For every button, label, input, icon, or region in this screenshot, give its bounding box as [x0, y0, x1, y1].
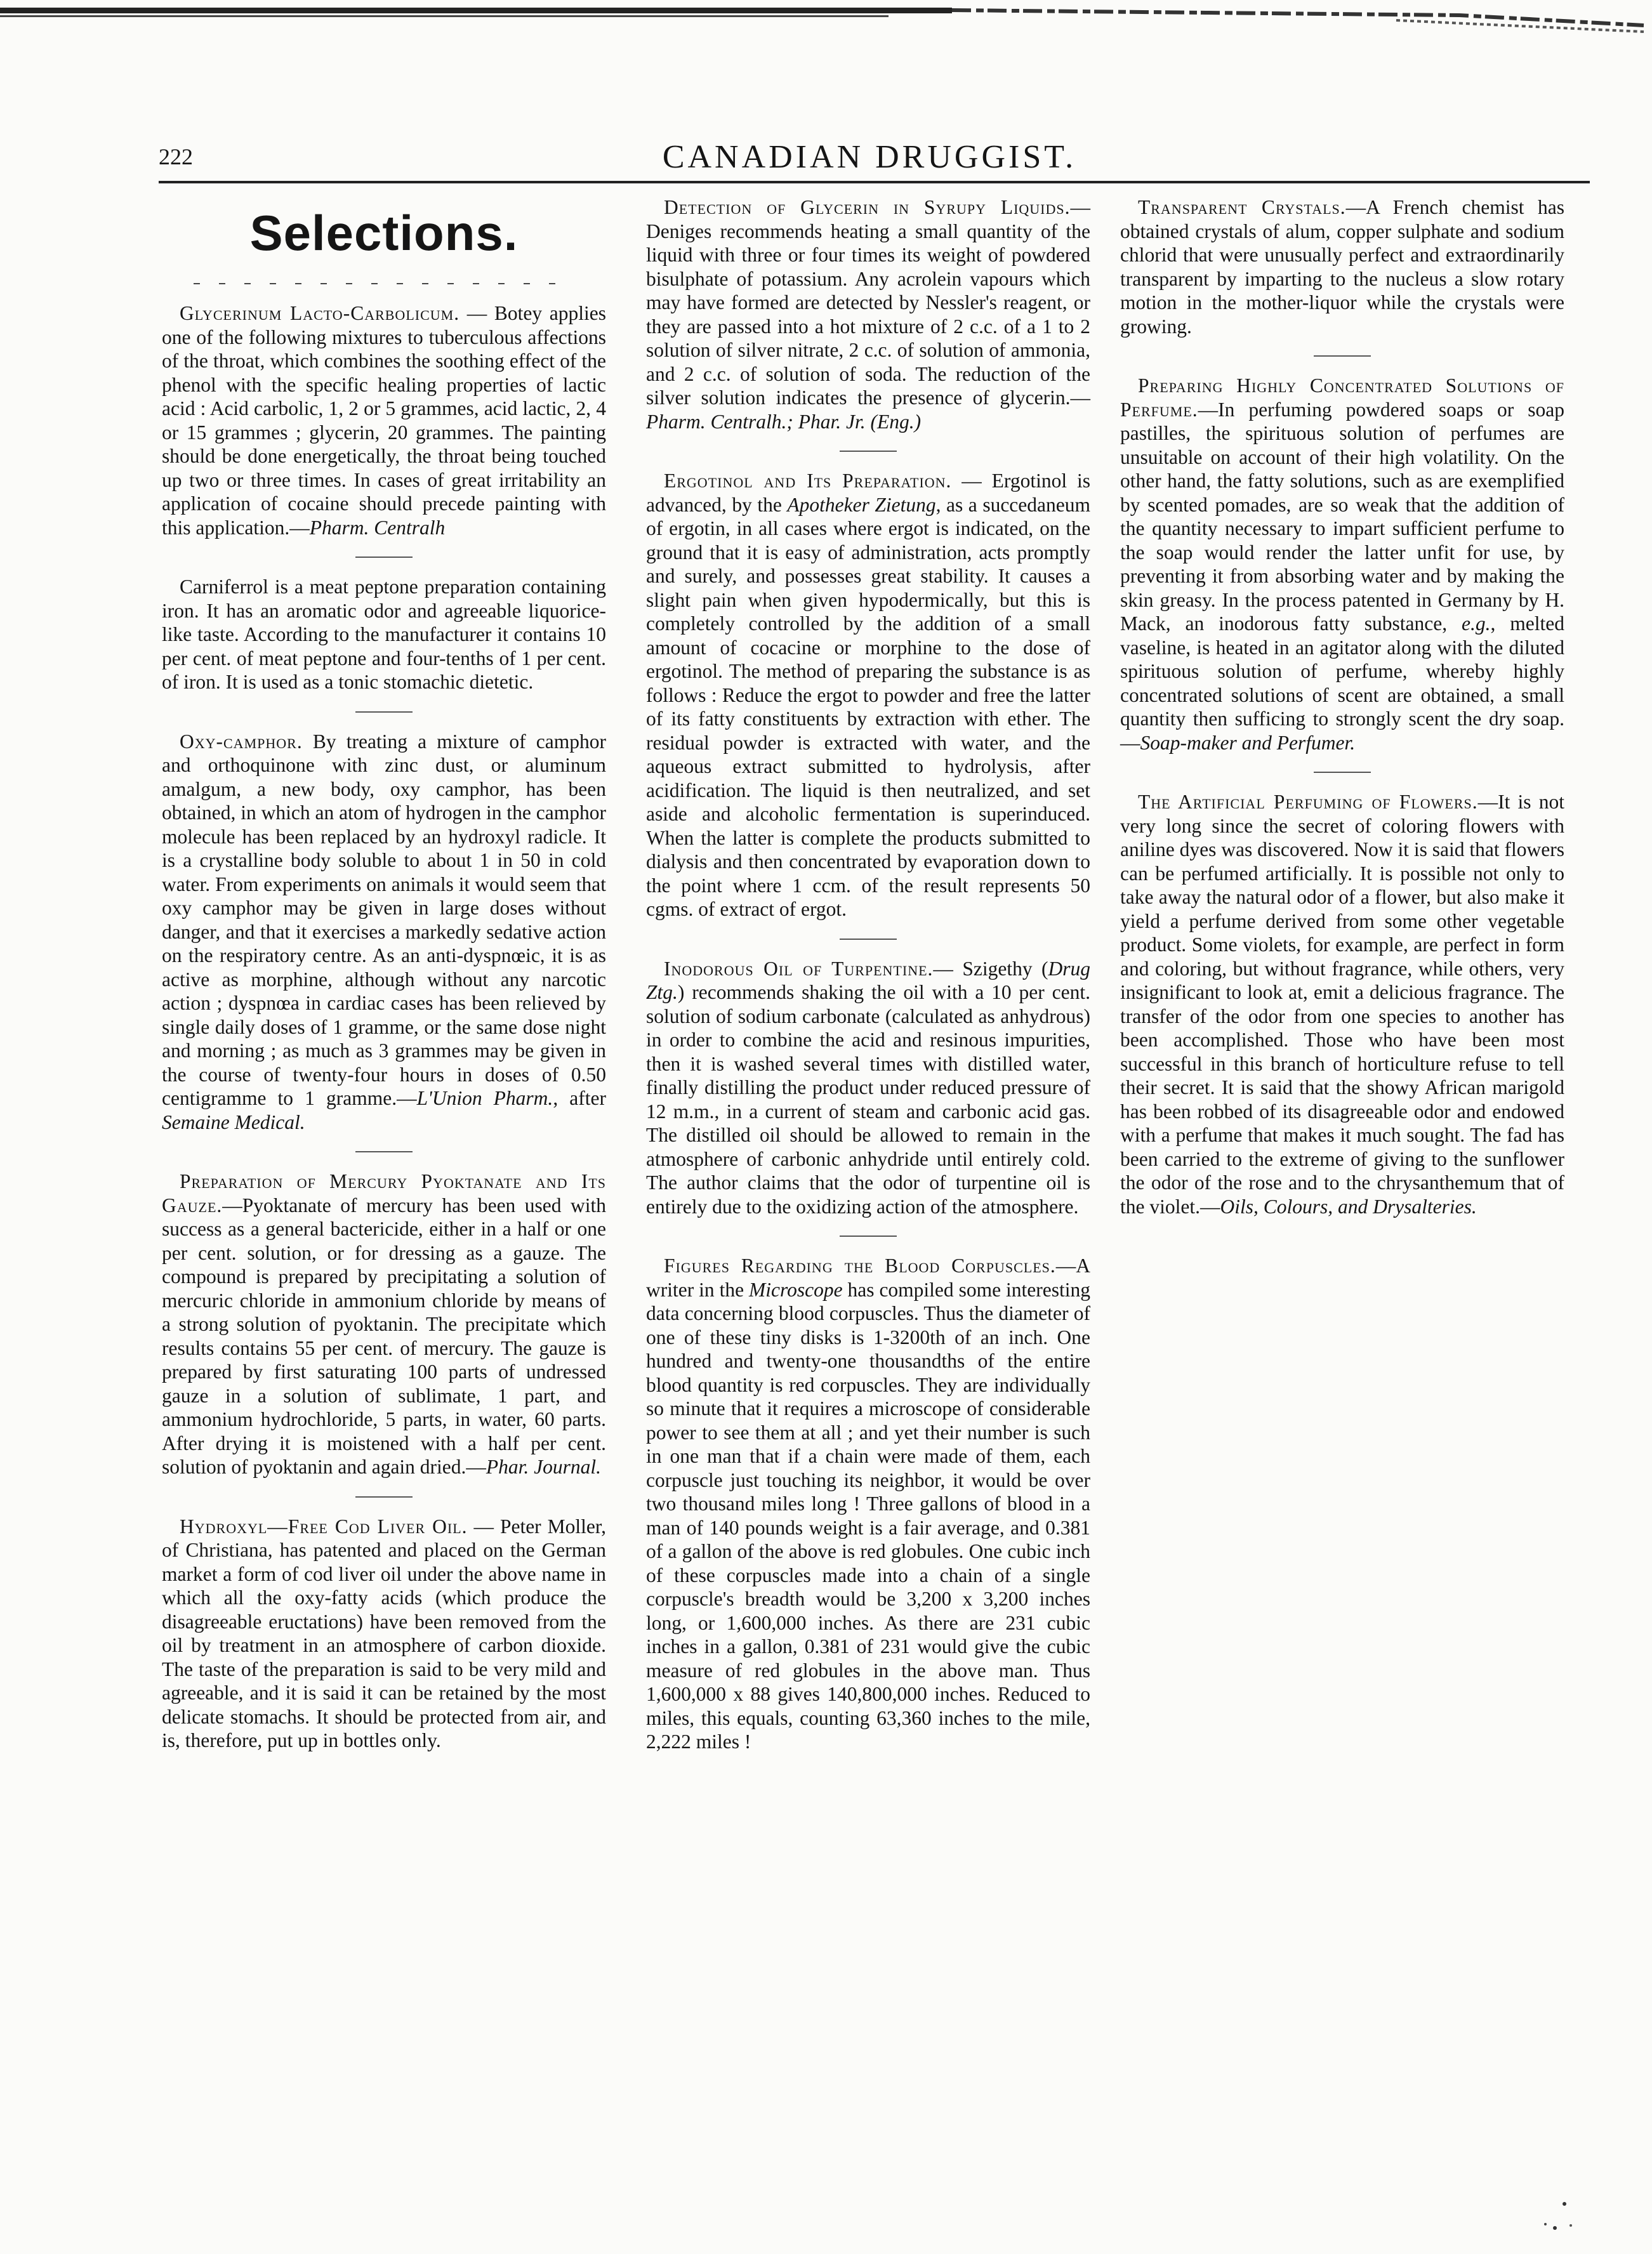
article-separator — [162, 1487, 606, 1507]
article-body: —A French chemist has obtained crystals of alum, copper sulphate and sodium chlorid that were unusually perfect and extraordinarily transparent by imparting to the nucleus a slow rotary motion in the mother-liquor while the crystals were growing. — [1120, 196, 1564, 338]
article-body: — Szigethy ( — [933, 957, 1048, 980]
article-flowers — [1120, 790, 1564, 1218]
column-3 — [1120, 195, 1564, 1218]
article-body-after: , after — [553, 1087, 606, 1109]
article-body-cont: ) recommends shaking the oil with a 10 per cent. solution of sodium carbonate (calculated as anhydrous) in order to combine the acid and resinous impurities, then it is washed several times with distilled water, finally distilling the product under reduced pressure of 12 m.m., in a current of steam and carbonic acid gas. The distilled oil should be allowed to remain in the atmosphere of carbonic anhydride until entirely cold. The author claims that the odor of turpentine oil is entirely due to the oxidizing action of the atmosphere. — [646, 981, 1090, 1218]
article-source: Pharm. Centralh — [309, 516, 446, 539]
article-heading: Preparing Highly Concentrated Solutions of Perfume. — [1120, 374, 1564, 421]
article-body: Carniferrol is a meat peptone preparation containing iron. It has an aromatic odor and agreeable liquorice-like taste. According to the manufacturer it contains 10 per cent. of meat peptone and four-tenths of 1 per cent. of iron. It is used as a tonic stomachic dietetic. — [162, 576, 606, 693]
article-separator — [162, 1142, 606, 1162]
article-source: Oils, Colours, and Drysalteries. — [1220, 1195, 1477, 1218]
section-title: Selections. — [249, 205, 519, 261]
article-heading: The Artificial Perfuming of Flowers. — [1138, 791, 1478, 813]
article-body: —Pyoktanate of mercury has been used with success as a general bactericide, either in a half or one per cent. solution, or for dressing as a gauze. The compound is prepared by precipitating a solution of mercuric chloride in ammonium chloride by means of a strong solution of pyoktanin. The precipitate which results contains 55 per cent. of mercury. The gauze is prepared by first saturating 100 parts of undressed gauze in a solution of sublimate, 1 part, and ammonium hydrochloride, 5 parts, in water, 60 parts. After drying it is moistened with a half per cent. solution of pyoktanin and again dried.— — [162, 1194, 606, 1478]
article-body-cont: has compiled some interesting data concerning blood corpuscles. Thus the diameter of one of these tiny disks is 1-3200th of an inch. One hundred and twenty-one thousandths of the entire blood quantity is red corpuscles. They are individually so minute that it requires a microscope of considerable power to see them at all ; and yet their number is such in one man that if a chain were made of them, each corpuscle just touching its neighbor, it would be over two thousand miles long ! Three gallons of blood in a man of 140 pounds weight is a fair average, and 0.381 of a gallon of the above is red globules. One cubic inch of these corpuscles made into a chain of a single corpuscle's breadth would be 3,200 x 3,200 inches long, or 1,600,000 inches. As there are 231 cubic inches in a gallon, 0.381 of 231 would give the cubic measure of red globules in the above man. Thus 1,600,000 x 88 gives 140,800,000 inches. Reduced to miles, this equals, counting 63,360 inches to the mile, 2,222 miles ! — [646, 1278, 1091, 1753]
article-oxycamphor — [162, 730, 606, 1135]
column-2 — [646, 195, 1090, 1754]
article-heading: Detection of Glycerin in Syrupy Liquids. — [664, 196, 1071, 218]
article-source: Soap-maker and Perfumer. — [1140, 731, 1356, 754]
article-body: —A writer in the — [646, 1255, 1090, 1301]
article-pyoktanate — [162, 1170, 606, 1479]
article-glycerinum — [162, 301, 606, 539]
article-turpentine — [646, 957, 1090, 1219]
article-heading: Transparent Crystals. — [1138, 196, 1346, 218]
article-source: Phar. Journal. — [486, 1456, 602, 1478]
column-1 — [162, 195, 606, 1753]
article-source: Pharm. Centralh.; Phar. Jr. (Eng.) — [646, 410, 922, 433]
page-header — [159, 138, 1580, 183]
article-heading: Ergotinol and Its Preparation. — [664, 470, 952, 492]
article-ergotinol — [646, 469, 1090, 921]
article-separator — [162, 547, 606, 567]
article-blood — [646, 1254, 1090, 1754]
article-heading: Oxy-camphor. — [180, 730, 303, 753]
article-separator — [646, 929, 1090, 949]
article-carniferrol — [162, 575, 606, 694]
article-heading: Preparation of Mercury Pyoktanate and Its Gauze. — [162, 1170, 606, 1216]
header-rule — [159, 181, 1590, 183]
article-glycerin-detection — [646, 195, 1090, 433]
article-separator — [162, 702, 606, 722]
article-body: — Ergotinol is advanced, by the — [646, 470, 1090, 516]
article-body: —It is not very long since the secret of coloring flowers with aniline dyes was discovered. Now it is said that flowers can be perfumed artificially. It is possible not only to take away the natural odor of a flower, but also make it yield a perfume derived from some other vegetable product. Some violets, for example, are perfect in form and coloring, but without fragrance, while others, very insignificant to look at, emit a delicious fragrance. The transfer of the odor from one species to another has been accomplished. Those who have been most successful in this branch of horticulture refuse to tell their secret. It is said that the showy African marigold has been robbed of its disagreeable odor and endowed with a perfume that makes it much sought. The fad has been carried to the extreme of giving to the sunflower the odor of the rose and to the chrysanthemum that of the violet.— — [1120, 791, 1564, 1218]
article-body-cont: , as a succedaneum of ergotin, in all cases where ergot is indicated, on the ground that it is easy of administration, acts promptly and surely, and possesses great stability. It causes a slight pain when given hypodermically, but this is completely controlled by the addition of a small amount of cocacine or morphine to the dose of ergotinol. The method of preparing the substance is as follows : Reduce the ergot to powder and free the latter of its fatty constituents by extraction with ether. The residual powder is extracted with water, and the aqueous extract submitted to hydrolysis, after acidification. The liquid is then neutralized, and set aside and alcoholic fermentation is superinduced. When the latter is complete the products submitted to dialysis and then concentrated by evaporation down to the point where 1 ccm. of the result represents 50 cgms. of extract of ergot. — [646, 493, 1090, 920]
article-heading: Glycerinum Lacto-Carbolicum. — [180, 302, 460, 324]
article-body: By treating a mixture of camphor and orthoquinone with zinc dust, or aluminum amalgum, a new body, oxy camphor, has been obtained, in which an atom of hydrogen in the camphor molecule has been replaced by an hydroxyl radicle. It is a crystalline body soluble to about 1 in 50 in cold water. From experiments on animals it would seem that oxy camphor may be given in large doses without danger, and that it exercises a markedly sedative action on the respiratory centre. As an anti-dyspnœic, it is as active as morphine, although without any narcotic action ; dyspnœa in cardiac cases has been relieved by single daily doses of 1 gramme, or the same dose night and morning ; as much as 3 grammes may be given in the course of twenty-four hours in doses of 0.50 centigramme to 1 gramme.— — [162, 730, 606, 1109]
article-body: —In perfuming powdered soaps or soap pastilles, the spirituous solution of perfumes are unsuitable on account of their high volatility. On the other hand, the fatty solutions, such as are exemplified by scented pomades, are so weak that the addition of the quantity necessary to impart sufficient perfume to the soap would render the latter unfit for use, by preventing it from absorbing water and by making the skin greasy. In the process patented in Germany by H. Mack, an inodorous fatty substance, — [1120, 398, 1564, 635]
article-source: Microscope — [749, 1278, 843, 1301]
article-body: — Peter Moller, of Christiana, has patented and placed on the German market a form of cod liver oil under the above name in which all the oxy-fatty acids (which produce the disagreeable eructations) have been removed from the oil by treatment in an atmosphere of carbon dioxide. The taste of the preparation is said to be very mild and agreeable, and it is said it can be retained by the most delicate stomachs. It should be protected from air, and is, therefore, put up in bottles only. — [162, 1515, 606, 1751]
article-eg: e.g. — [1462, 612, 1491, 635]
article-source-2: Semaine Medical. — [162, 1111, 305, 1133]
journal-title: CANADIAN DRUGGIST. — [662, 139, 1077, 175]
article-heading: Hydroxyl—Free Cod Liver Oil. — [180, 1515, 468, 1538]
article-crystals — [1120, 195, 1564, 338]
article-source: Drug Ztg. — [646, 957, 1090, 1003]
title-separator — [162, 274, 606, 294]
article-body: — Botey applies one of the following mixtures to tuberculous affections of the throat, which combines the soothing effect of the phenol with the specific healing properties of lactic acid : Acid carbolic, 1, 2 or 5 grammes, acid lactic, 2, 4 or 15 grammes ; glycerin, 20 grammes. The painting should be done energetically, the throat being touched up two or three times. In cases of great irritability an application of cocaine should precede painting with this application.— — [162, 302, 606, 539]
article-source: Apotheker Zietung — [787, 493, 936, 516]
article-body: —Deniges recommends heating a small quantity of the liquid with three or four times its weight of powdered bisulphate of potassium. Any acrolein vapours which may have formed are detected by Nessler's reagent, or they are passed into a hot mixture of 2 c.c. of a 1 to 2 solution of silver nitrate, 2 c.c. of solution of ammonia, and 2 c.c. of solution of soda. The reduction of the silver solution indicates the presence of glycerin.— — [646, 196, 1090, 409]
article-separator — [646, 441, 1090, 461]
article-hydroxyl — [162, 1515, 606, 1753]
article-heading: Inodorous Oil of Turpentine. — [664, 957, 934, 980]
article-perfume — [1120, 374, 1564, 755]
article-separator — [1120, 346, 1564, 366]
article-source: L'Union Pharm. — [416, 1087, 553, 1109]
article-separator — [646, 1226, 1090, 1246]
article-body-cont: , melted vaseline, is heated in an agitator along with the diluted spirituous solution of perfume, whereby highly concentrated solutions of scent are obtained, a small quantity then sufficing to strongly scent the dry soap.— — [1120, 612, 1564, 754]
page-number: 222 — [159, 144, 193, 169]
article-separator — [1120, 762, 1564, 782]
article-heading: Figures Regarding the Blood Corpuscles. — [664, 1255, 1056, 1277]
top-scan-rule — [0, 6, 1652, 34]
scan-specks — [1520, 2199, 1583, 2237]
